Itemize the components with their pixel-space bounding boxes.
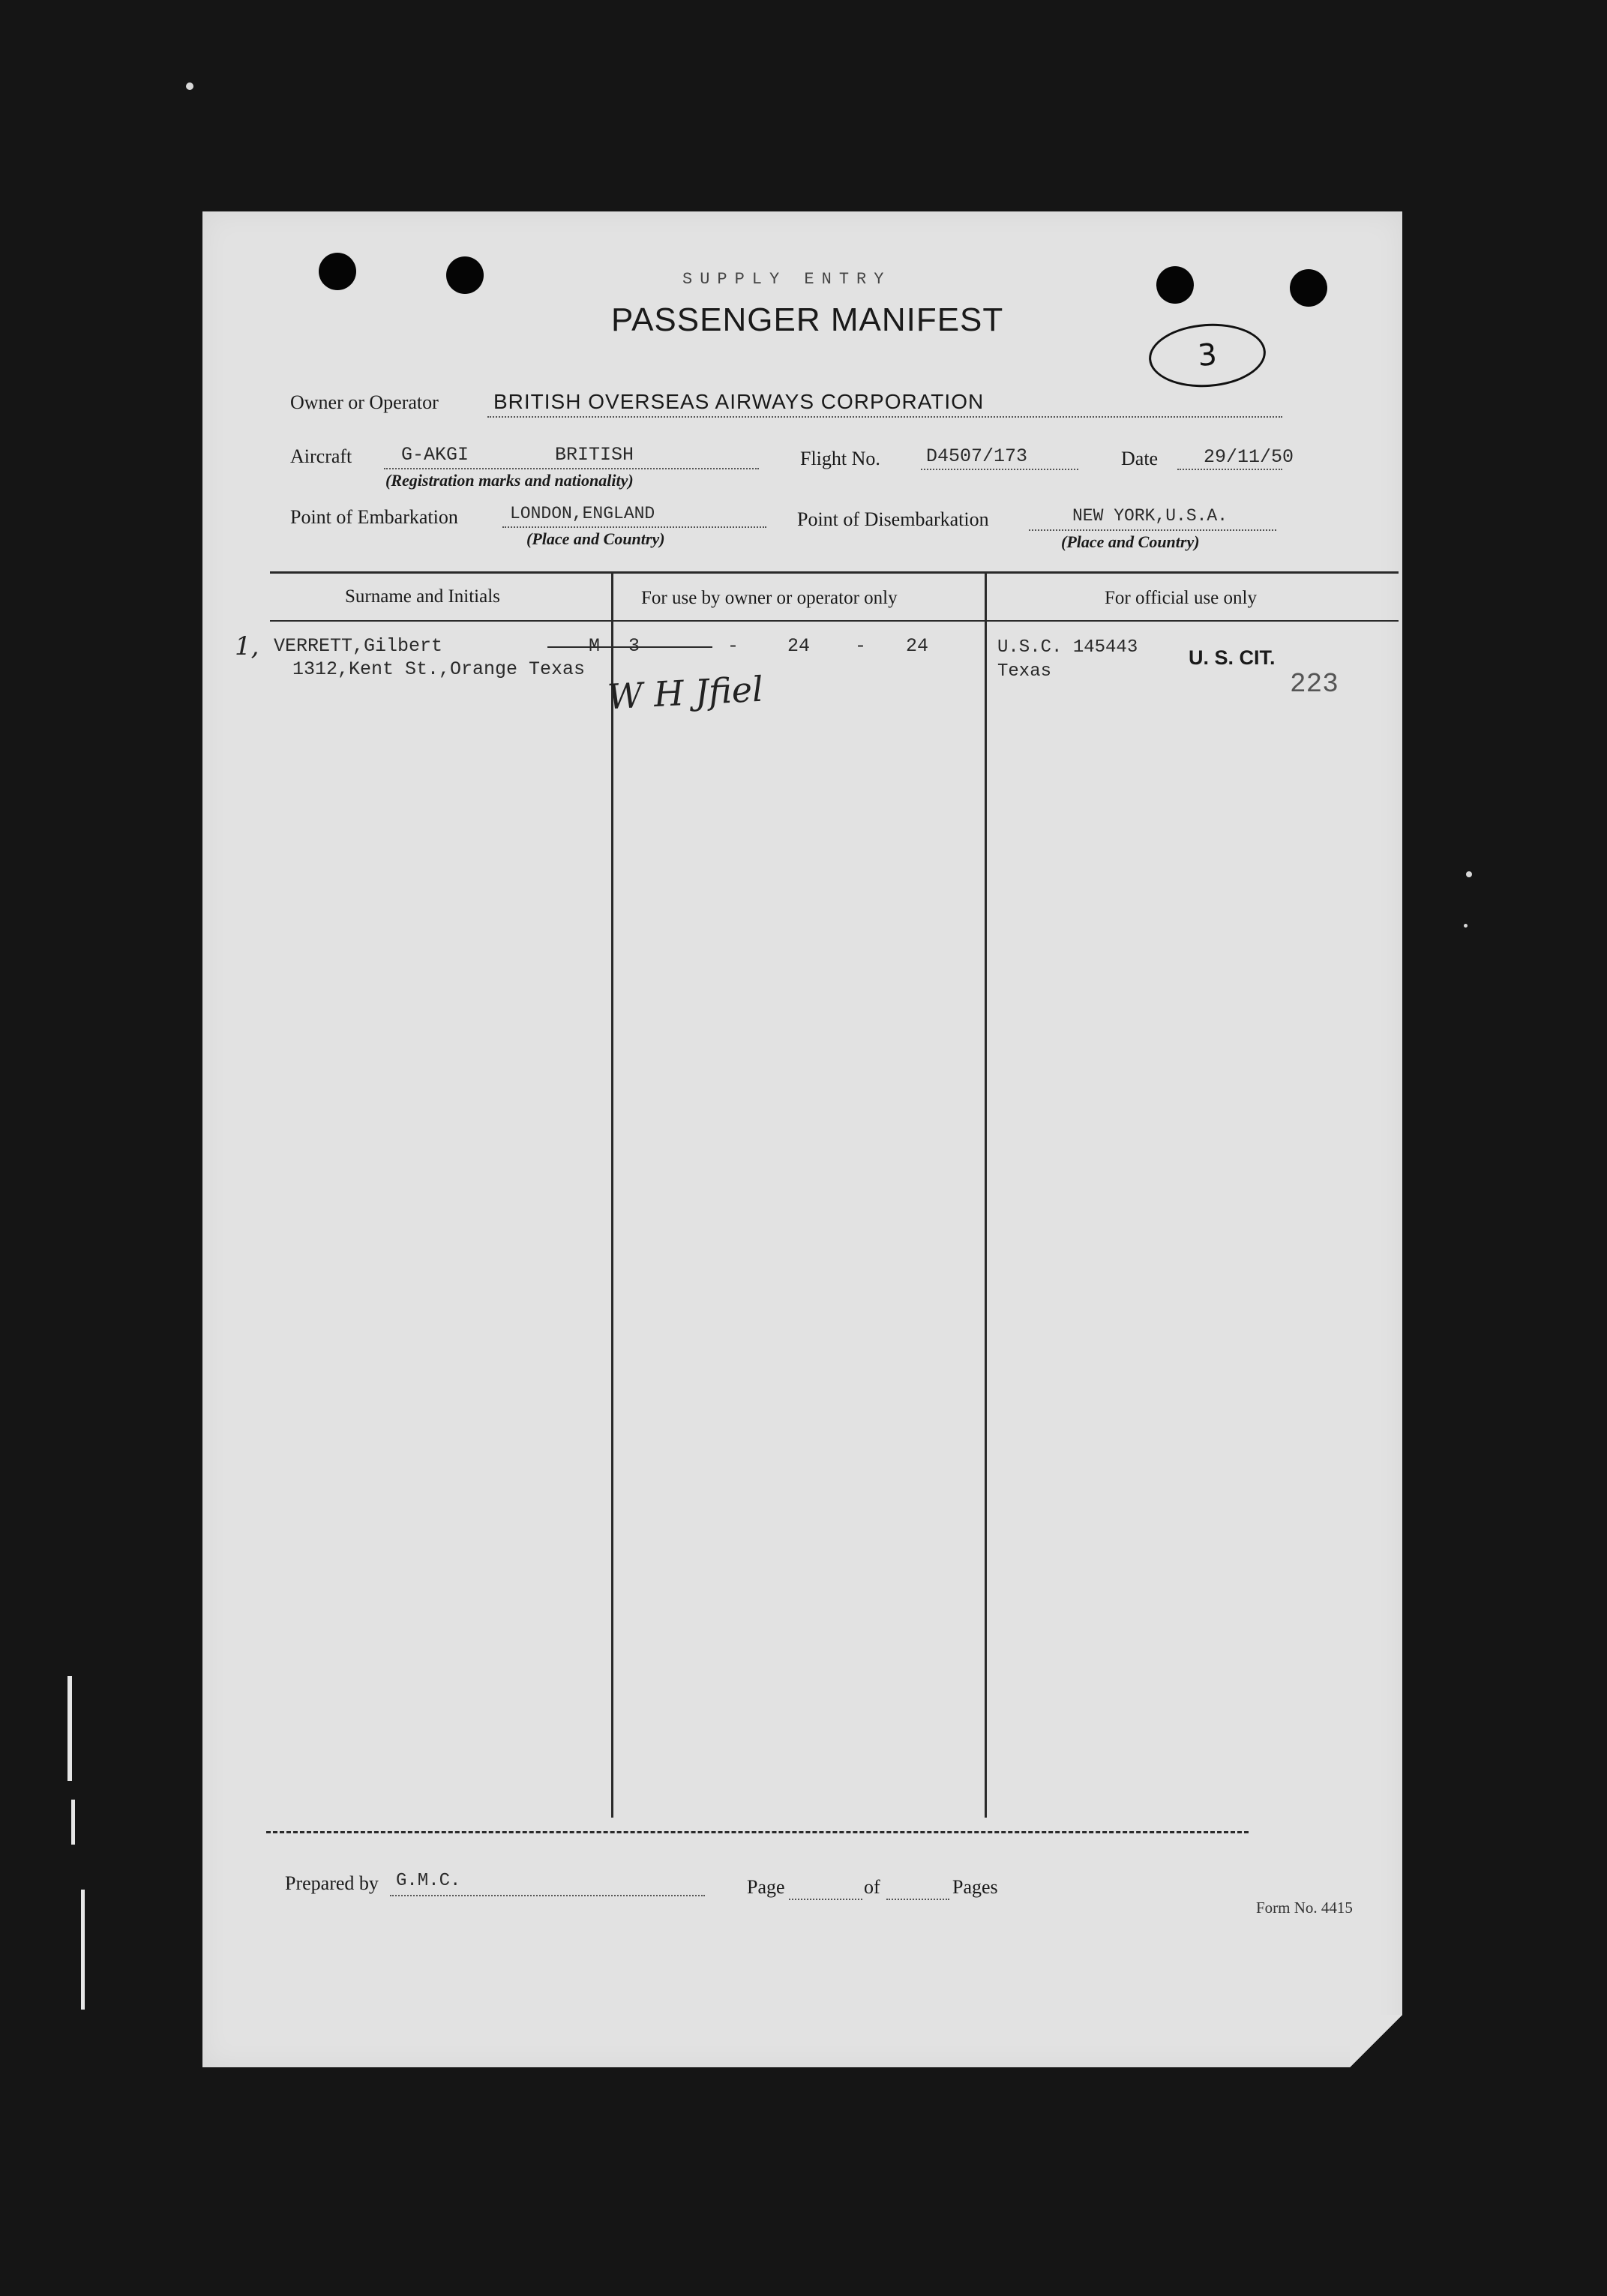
punch-hole xyxy=(446,256,484,294)
prepared-by-value: G.M.C. xyxy=(396,1871,461,1891)
table-bottom-rule xyxy=(266,1831,1249,1833)
stamp-number: 223 xyxy=(1290,669,1339,700)
scan-edge-mark xyxy=(67,1676,72,1781)
scan-edge-mark xyxy=(81,1890,85,2010)
page-title: PASSENGER MANIFEST xyxy=(611,301,1004,338)
folded-corner xyxy=(1350,2015,1402,2067)
aircraft-label: Aircraft xyxy=(290,445,352,467)
punch-hole xyxy=(1156,266,1194,304)
owner-col-value: 24 xyxy=(787,635,811,657)
pages-label: Pages xyxy=(952,1876,998,1898)
flight-number: D4507/173 xyxy=(926,445,1028,467)
scan-speck xyxy=(1466,871,1472,877)
manifest-sheet xyxy=(202,211,1402,2067)
scan-speck xyxy=(1464,924,1468,928)
aircraft-registration: G-AKGI xyxy=(401,444,469,466)
passenger-name: VERRETT,Gilbert xyxy=(274,635,443,657)
form-number: Form No. 4415 xyxy=(1256,1899,1353,1917)
owner-col-value: - xyxy=(855,635,867,657)
owner-col-value: 24 xyxy=(906,635,929,657)
disembarkation-value: NEW YORK,U.S.A. xyxy=(1072,506,1228,526)
owner-col-value: - xyxy=(727,635,739,657)
header-bottom-rule xyxy=(270,620,1399,622)
column-divider xyxy=(985,573,987,1818)
column-divider xyxy=(611,573,613,1818)
embarkation-value: LONDON,ENGLAND xyxy=(510,504,655,523)
row-number: 1, xyxy=(235,631,259,661)
table-top-rule xyxy=(270,571,1399,574)
of-label: of xyxy=(864,1876,880,1898)
passenger-address: 1312,Kent St.,Orange Texas xyxy=(292,658,586,680)
strike-line xyxy=(547,646,712,648)
column-header-owner-use: For use by owner or operator only xyxy=(641,588,898,608)
owner-value: BRITISH OVERSEAS AIRWAYS CORPORATION xyxy=(493,390,985,413)
sheet-number-circle: 3 xyxy=(1147,320,1267,391)
flight-label: Flight No. xyxy=(800,448,880,469)
page-label: Page xyxy=(747,1876,785,1898)
supply-entry-heading: SUPPLY ENTRY xyxy=(682,270,892,289)
handwritten-signature: W H Jfiel xyxy=(606,668,764,718)
aircraft-nationality: BRITISH xyxy=(555,444,634,466)
column-header-surname: Surname and Initials xyxy=(345,586,500,607)
embarkation-sublabel: (Place and Country) xyxy=(526,529,665,548)
column-header-official-use: For official use only xyxy=(1105,588,1257,608)
date-value: 29/11/50 xyxy=(1204,446,1294,468)
prepared-by-label: Prepared by xyxy=(285,1872,379,1894)
aircraft-sublabel: (Registration marks and nationality) xyxy=(385,471,634,490)
scan-speck xyxy=(186,82,193,90)
official-entry-line2: Texas xyxy=(997,661,1052,682)
disembarkation-label: Point of Disembarkation xyxy=(797,508,989,530)
owner-label: Owner or Operator xyxy=(290,391,439,413)
citizen-stamp: U. S. CIT. xyxy=(1189,646,1276,669)
punch-hole xyxy=(1290,269,1327,307)
official-entry-line1: U.S.C. 145443 xyxy=(997,637,1138,658)
punch-hole xyxy=(319,253,356,290)
embarkation-label: Point of Embarkation xyxy=(290,506,458,528)
scan-edge-mark xyxy=(71,1800,75,1845)
date-label: Date xyxy=(1121,448,1159,469)
disembarkation-sublabel: (Place and Country) xyxy=(1061,532,1200,551)
